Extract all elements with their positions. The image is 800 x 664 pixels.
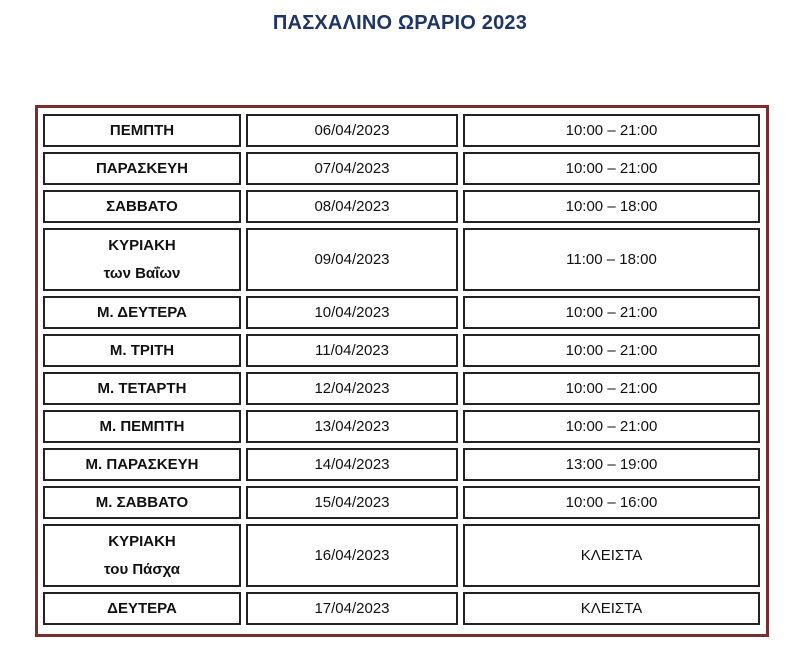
- schedule-table: [38, 109, 765, 630]
- day-label: ΠΑΡΑΣΚΕΥΗ: [95, 159, 189, 177]
- schedule-body: [43, 114, 760, 625]
- hours-cell: ΚΛΕΙΣΤΑ: [463, 524, 760, 587]
- day-label: των Βαΐων: [103, 264, 181, 282]
- day-cell: [43, 228, 241, 291]
- date-cell: 06/04/2023: [246, 114, 458, 147]
- day-label: Μ. ΠΕΜΠΤΗ: [99, 417, 185, 435]
- page-title: ΠΑΣΧΑΛΙΝΟ ΩΡΑΡΙΟ 2023: [272, 12, 528, 34]
- table-row: [43, 410, 760, 443]
- day-label: ΔΕΥΤΕΡΑ: [107, 599, 177, 617]
- hours-cell: 10:00 – 18:00: [463, 190, 760, 223]
- table-row: [43, 592, 760, 625]
- day-label: Μ. ΔΕΥΤΕΡΑ: [97, 303, 187, 321]
- table-row: [43, 524, 760, 587]
- date-cell: 08/04/2023: [246, 190, 458, 223]
- table-row: [43, 190, 760, 223]
- hours-cell: 10:00 – 21:00: [463, 334, 760, 367]
- hours-cell: 10:00 – 21:00: [463, 152, 760, 185]
- hours-cell: 10:00 – 16:00: [463, 486, 760, 519]
- hours-cell: ΚΛΕΙΣΤΑ: [463, 592, 760, 625]
- day-cell: [43, 334, 241, 367]
- day-label: Μ. ΣΑΒΒΑΤΟ: [95, 493, 189, 511]
- date-cell: 10/04/2023: [246, 296, 458, 329]
- day-cell: [43, 152, 241, 185]
- table-row: [43, 296, 760, 329]
- date-cell: 09/04/2023: [246, 228, 458, 291]
- table-row: [43, 334, 760, 367]
- day-cell: [43, 372, 241, 405]
- hours-cell: 13:00 – 19:00: [463, 448, 760, 481]
- day-label: Μ. ΤΡΙΤΗ: [109, 341, 175, 359]
- date-cell: 15/04/2023: [246, 486, 458, 519]
- table-row: [43, 486, 760, 519]
- day-label: ΠΕΜΠΤΗ: [109, 121, 175, 139]
- hours-cell: 11:00 – 18:00: [463, 228, 760, 291]
- date-cell: 12/04/2023: [246, 372, 458, 405]
- hours-cell: 10:00 – 21:00: [463, 114, 760, 147]
- schedule-frame: [35, 105, 769, 637]
- hours-cell: 10:00 – 21:00: [463, 410, 760, 443]
- table-row: [43, 152, 760, 185]
- table-row: [43, 448, 760, 481]
- day-cell: [43, 524, 241, 587]
- day-label: ΚΥΡΙΑΚΗ: [108, 532, 176, 550]
- date-cell: 17/04/2023: [246, 592, 458, 625]
- table-row: [43, 114, 760, 147]
- date-cell: 14/04/2023: [246, 448, 458, 481]
- day-cell: [43, 296, 241, 329]
- table-row: [43, 372, 760, 405]
- day-label: ΣΑΒΒΑΤΟ: [106, 197, 178, 215]
- day-cell: [43, 448, 241, 481]
- date-cell: 11/04/2023: [246, 334, 458, 367]
- date-cell: 13/04/2023: [246, 410, 458, 443]
- hours-cell: 10:00 – 21:00: [463, 372, 760, 405]
- date-cell: 16/04/2023: [246, 524, 458, 587]
- day-label: Μ. ΠΑΡΑΣΚΕΥΗ: [85, 455, 199, 473]
- day-cell: [43, 190, 241, 223]
- table-row: [43, 228, 760, 291]
- day-cell: [43, 410, 241, 443]
- date-cell: 07/04/2023: [246, 152, 458, 185]
- day-label: του Πάσχα: [104, 560, 180, 578]
- day-label: Μ. ΤΕΤΑΡΤΗ: [97, 379, 187, 397]
- day-cell: [43, 592, 241, 625]
- day-label: ΚΥΡΙΑΚΗ: [108, 236, 176, 254]
- hours-cell: 10:00 – 21:00: [463, 296, 760, 329]
- day-cell: [43, 114, 241, 147]
- day-cell: [43, 486, 241, 519]
